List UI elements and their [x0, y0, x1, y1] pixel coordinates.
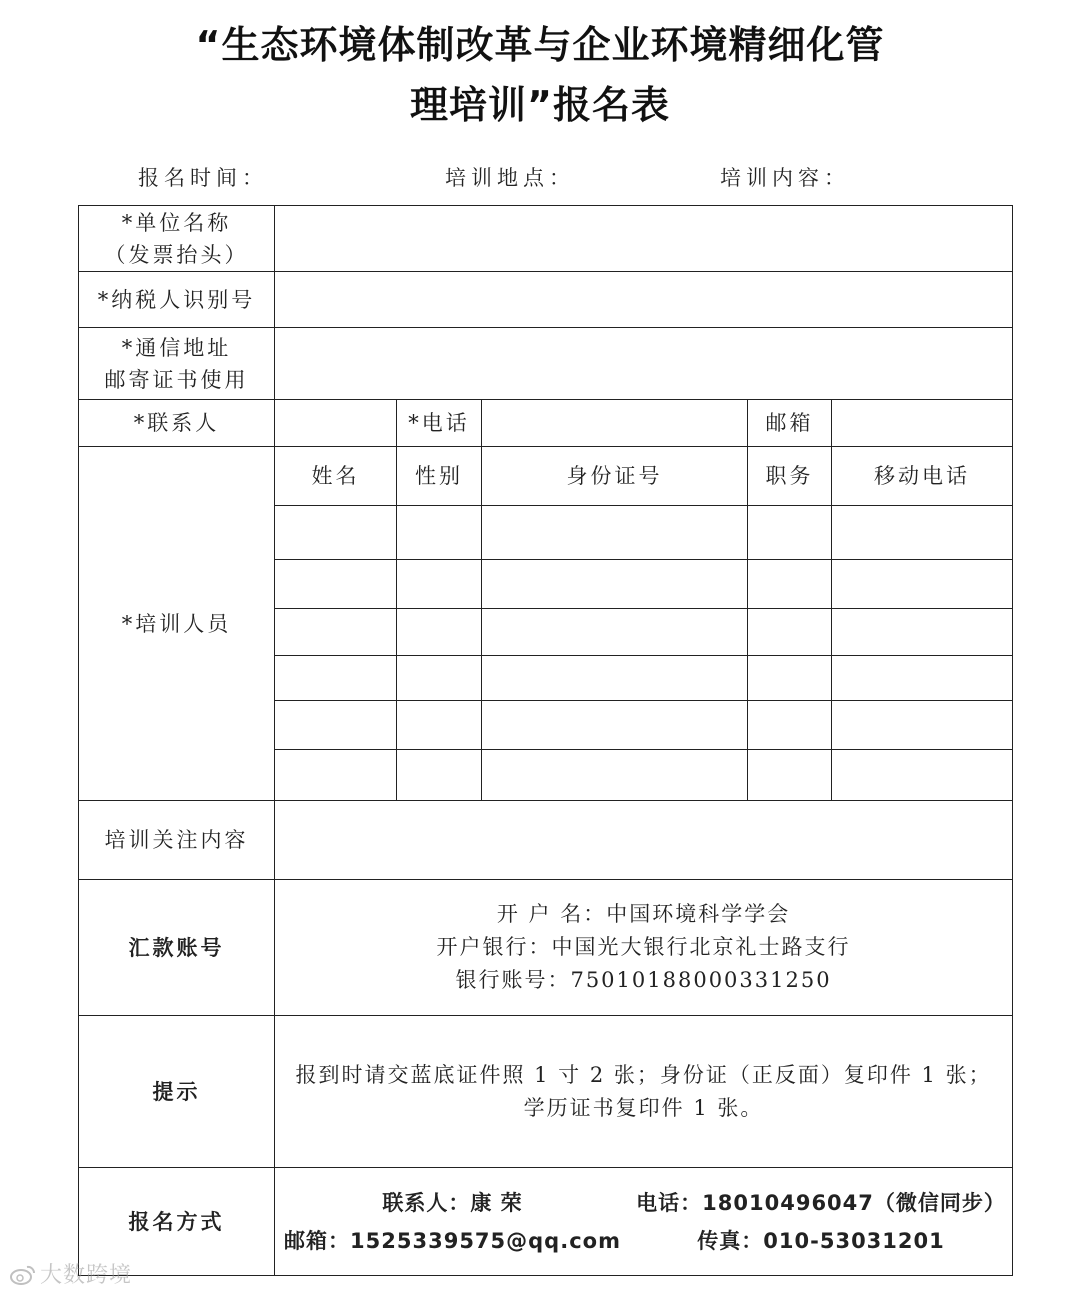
trainee-gender-cell[interactable] — [397, 609, 482, 656]
address-label — [79, 328, 275, 400]
remittance-account-info — [275, 880, 1013, 1016]
form-title-line-1: “生态环境体制改革与企业环境精细化管 — [195, 23, 885, 67]
signup-date-label: 报名时间： — [138, 166, 268, 190]
trainee-gender-cell[interactable] — [397, 560, 482, 609]
trainee-position-cell[interactable] — [748, 701, 832, 750]
contact-person-label: *联系人 — [79, 400, 275, 447]
phone-field[interactable] — [482, 400, 748, 447]
email-field[interactable] — [832, 400, 1013, 447]
trainee-id-cell[interactable] — [482, 701, 748, 750]
tax-id-label: *纳税人识别号 — [79, 272, 275, 328]
trainee-mobile-cell[interactable] — [832, 656, 1013, 701]
trainee-name-cell[interactable] — [275, 609, 397, 656]
form-title-line-2: 理培训”报名表 — [410, 83, 670, 127]
trainee-name-cell[interactable] — [275, 560, 397, 609]
signup-contact-person: 联系人：康 荣 — [382, 1190, 523, 1215]
address-label-line1: *通信地址 — [121, 335, 232, 360]
tips-label: 提示 — [79, 1016, 275, 1168]
signup-contact-grid — [275, 1185, 1012, 1259]
trainee-position-cell[interactable] — [748, 750, 832, 801]
email-label: 邮箱 — [748, 400, 832, 447]
trainee-mobile-cell[interactable] — [832, 506, 1013, 560]
company-name-field[interactable] — [275, 206, 1013, 272]
trainee-name-cell[interactable] — [275, 701, 397, 750]
registration-form-table — [78, 205, 1013, 1276]
signup-method-info — [275, 1168, 1013, 1276]
trainee-id-cell[interactable] — [482, 560, 748, 609]
training-content-label: 培训内容： — [720, 166, 850, 190]
trainee-position-cell[interactable] — [748, 656, 832, 701]
trainee-id-cell[interactable] — [482, 656, 748, 701]
training-location-label: 培训地点： — [445, 166, 575, 190]
weibo-logo-icon — [10, 1264, 36, 1286]
training-focus-label: 培训关注内容 — [79, 801, 275, 880]
signup-method-row — [79, 1168, 1013, 1276]
trainee-header-name: 姓名 — [275, 447, 397, 506]
trainee-header-mobile: 移动电话 — [832, 447, 1013, 506]
trainee-name-cell[interactable] — [275, 750, 397, 801]
tax-id-field[interactable] — [275, 272, 1013, 328]
account-number-line: 银行账号：75010188000331250 — [455, 968, 832, 992]
tips-line-1: 报到时请交蓝底证件照 1 寸 2 张；身份证（正反面）复印件 1 张； — [295, 1062, 992, 1087]
trainee-position-cell[interactable] — [748, 506, 832, 560]
trainee-gender-cell[interactable] — [397, 656, 482, 701]
trainee-name-cell[interactable] — [275, 656, 397, 701]
trainee-id-cell[interactable] — [482, 750, 748, 801]
trainee-mobile-cell[interactable] — [832, 609, 1013, 656]
address-label-line2: 邮寄证书使用 — [104, 367, 249, 392]
trainee-header-gender: 性别 — [397, 447, 482, 506]
tax-id-row — [79, 272, 1013, 328]
account-name-line: 开 户 名：中国环境科学学会 — [496, 902, 791, 926]
trainee-header-row — [79, 447, 1013, 506]
signup-phone: 电话：18010496047（微信同步） — [636, 1190, 1006, 1215]
trainee-header-id-number: 身份证号 — [482, 447, 748, 506]
trainee-gender-cell[interactable] — [397, 750, 482, 801]
company-name-label-line1: *单位名称 — [121, 210, 232, 235]
phone-label: *电话 — [397, 400, 482, 447]
tips-row — [79, 1016, 1013, 1168]
trainee-header-position: 职务 — [748, 447, 832, 506]
training-focus-field[interactable] — [275, 801, 1013, 880]
company-row — [79, 206, 1013, 272]
trainee-position-cell[interactable] — [748, 560, 832, 609]
tips-line-2: 学历证书复印件 1 张。 — [523, 1095, 764, 1120]
trainee-mobile-cell[interactable] — [832, 750, 1013, 801]
tips-content — [275, 1016, 1013, 1168]
trainee-position-cell[interactable] — [748, 609, 832, 656]
signup-email: 邮箱：1525339575@qq.com — [284, 1228, 621, 1253]
signup-method-label: 报名方式 — [79, 1168, 275, 1276]
trainee-name-cell[interactable] — [275, 506, 397, 560]
watermark — [10, 1258, 132, 1289]
trainees-label: *培训人员 — [79, 447, 275, 801]
contact-person-field[interactable] — [275, 400, 397, 447]
account-bank-line: 开户银行：中国光大银行北京礼士路支行 — [436, 935, 851, 959]
company-name-label — [79, 206, 275, 272]
company-name-label-line2: （发票抬头） — [104, 242, 249, 267]
signup-fax: 传真：010-53031201 — [697, 1228, 945, 1253]
watermark-text: 大数跨境 — [40, 1263, 133, 1288]
trainee-gender-cell[interactable] — [397, 506, 482, 560]
trainee-mobile-cell[interactable] — [832, 560, 1013, 609]
address-field[interactable] — [275, 328, 1013, 400]
trainee-mobile-cell[interactable] — [832, 701, 1013, 750]
trainee-gender-cell[interactable] — [397, 701, 482, 750]
focus-row — [79, 801, 1013, 880]
trainee-id-cell[interactable] — [482, 609, 748, 656]
trainee-id-cell[interactable] — [482, 506, 748, 560]
remittance-account-label: 汇款账号 — [79, 880, 275, 1016]
contact-row — [79, 400, 1013, 447]
address-row — [79, 328, 1013, 400]
account-row — [79, 880, 1013, 1016]
